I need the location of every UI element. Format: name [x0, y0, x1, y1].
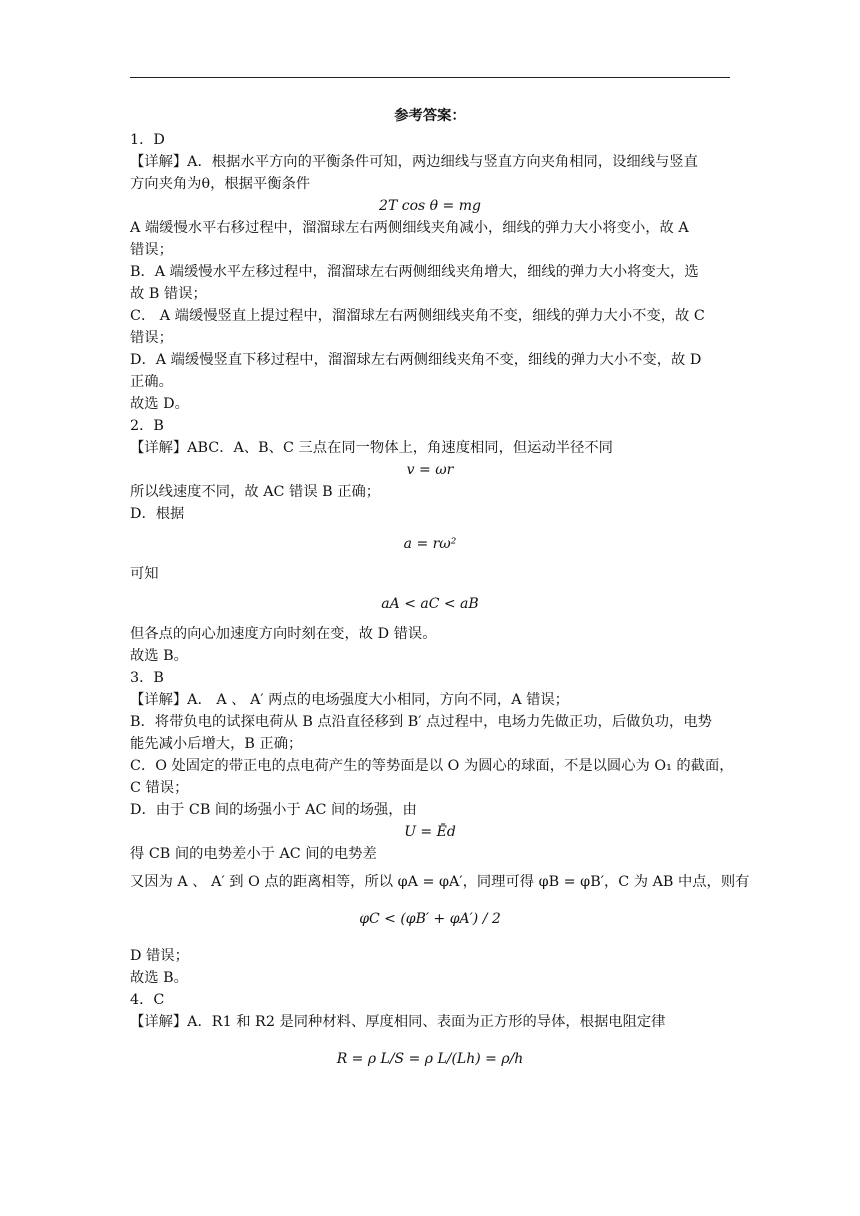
text-line: 【详解】A．根据水平方向的平衡条件可知，两边细线与竖直方向夹角相同，设细线与竖直 — [130, 154, 698, 170]
text-line: 又因为 A 、 A′ 到 O 点的距离相等，所以 φA = φA′，同理可得 φB = φB′，C 为 AB 中点，则有 — [130, 874, 750, 890]
equation-4: aA < aC < aB — [381, 596, 479, 612]
text-line: 错误； — [130, 330, 173, 346]
equation-7: R = ρ L/S = ρ L/(Lh) = ρ/h — [336, 1051, 524, 1067]
text-line: 可知 — [130, 566, 159, 582]
text-line: D．A 端缓慢竖直下移过程中，溜溜球左右两侧细线夹角不变，细线的弹力大小不变，故 D — [130, 352, 702, 368]
text-line: 故 B 错误； — [130, 286, 207, 302]
q2-answer: 2．B — [130, 418, 164, 434]
equation-3: a = rω² — [403, 536, 457, 552]
text-line: 故选 B。 — [130, 970, 188, 986]
equation-1: 2T cos θ = mg — [379, 198, 481, 214]
text-line: D 错误； — [130, 948, 189, 964]
text-line: 所以线速度不同，故 AC 错误 B 正确； — [130, 484, 381, 500]
text-line: C 错误； — [130, 780, 189, 796]
q1-answer: 1．D — [130, 132, 165, 148]
equation-6: φC < (φB′ + φA′) / 2 — [359, 911, 501, 927]
equation-5: U = Ēd — [404, 824, 456, 840]
text-line: 故选 B。 — [130, 648, 188, 664]
text-line: 故选 D。 — [130, 396, 189, 412]
equation-2: v = ωr — [406, 462, 454, 478]
page-title: 参考答案： — [394, 108, 466, 124]
text-line: 但各点的向心加速度方向时刻在变，故 D 错误。 — [130, 626, 437, 642]
text-line: A 端缓慢水平右移过程中，溜溜球左右两侧细线夹角减小，细线的弹力大小将变小，故 A — [130, 220, 689, 236]
q3-answer: 3．B — [130, 670, 164, 686]
text-line: 【详解】A．R1 和 R2 是同种材料、厚度相同、表面为正方形的导体，根据电阻定律 — [130, 1014, 666, 1030]
text-line: 错误； — [130, 242, 173, 258]
text-line: C． A 端缓慢竖直上提过程中，溜溜球左右两侧细线夹角不变，细线的弹力大小不变，故 C — [130, 308, 705, 324]
q4-answer: 4．C — [130, 992, 165, 1008]
header-rule — [130, 77, 730, 78]
answer-page — [130, 104, 750, 1085]
text-line: 正确。 — [130, 374, 173, 390]
text-line: B．将带负电的试探电荷从 B 点沿直径移到 B′ 点过程中，电场力先做正功，后做负功，电势 — [130, 714, 712, 730]
text-line: B．A 端缓慢水平左移过程中，溜溜球左右两侧细线夹角增大，细线的弹力大小将变大，选 — [130, 264, 699, 280]
text-line: D．由于 CB 间的场强小于 AC 间的场强，由 — [130, 802, 417, 818]
text-line: 【详解】A． A 、 A′ 两点的电场强度大小相同，方向不同，A 错误； — [130, 692, 569, 708]
text-line: 方向夹角为θ，根据平衡条件 — [130, 176, 311, 192]
text-line: 能先减小后增大，B 正确； — [130, 736, 303, 752]
text-line: 得 CB 间的电势差小于 AC 间的电势差 — [130, 846, 377, 862]
text-line: 【详解】ABC．A、B、C 三点在同一物体上，角速度相同，但运动半径不同 — [130, 440, 613, 456]
text-line: D．根据 — [130, 506, 185, 522]
text-line: C．O 处固定的带正电的点电荷产生的等势面是以 O 为圆心的球面，不是以圆心为 O₁ 的截面， — [130, 758, 734, 774]
